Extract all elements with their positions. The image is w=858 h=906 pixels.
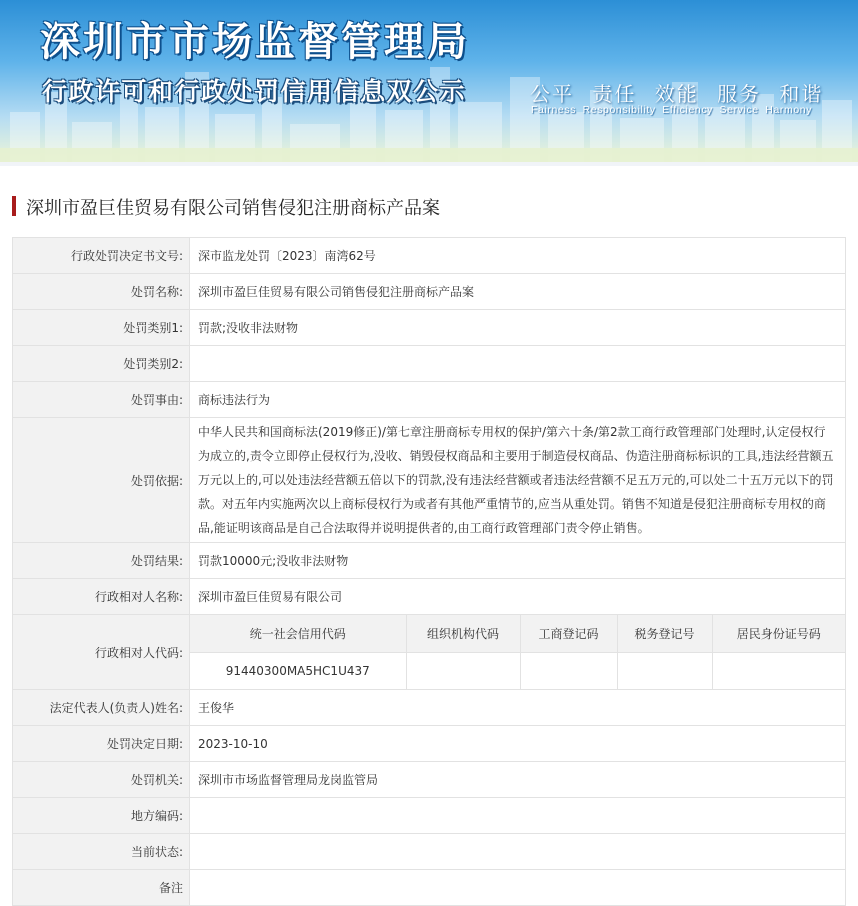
row-party-code <box>13 615 846 690</box>
value-decision-no: 深市监龙处罚〔2023〕南湾62号 <box>190 238 846 274</box>
label-category1: 处罚类别1: <box>13 310 190 346</box>
row-result <box>13 543 846 579</box>
party-code-value-row <box>190 652 845 689</box>
value-authority: 深圳市市场监督管理局龙岗监管局 <box>190 762 846 798</box>
label-category2: 处罚类别2: <box>13 346 190 382</box>
value-party-name: 深圳市盈巨佳贸易有限公司 <box>190 579 846 615</box>
value-legal-rep: 王俊华 <box>190 690 846 726</box>
value-penalty-name: 深圳市盈巨佳贸易有限公司销售侵犯注册商标产品案 <box>190 274 846 310</box>
row-category2 <box>13 346 846 382</box>
value-category2 <box>190 346 846 382</box>
label-party-code: 行政相对人代码: <box>13 615 190 690</box>
party-code-table <box>190 615 845 689</box>
label-decision-no: 行政处罚决定书文号: <box>13 238 190 274</box>
header-credit-code: 统一社会信用代码 <box>190 615 406 652</box>
value-result: 罚款10000元;没收非法财物 <box>190 543 846 579</box>
row-authority <box>13 762 846 798</box>
value-remarks <box>190 870 846 906</box>
party-code-header-row <box>190 615 845 652</box>
value-id-card-no <box>712 652 845 689</box>
value-reason: 商标违法行为 <box>190 382 846 418</box>
label-result: 处罚结果: <box>13 543 190 579</box>
row-reason <box>13 382 846 418</box>
label-legal-rep: 法定代表人(负责人)姓名: <box>13 690 190 726</box>
label-decision-date: 处罚决定日期: <box>13 726 190 762</box>
banner-subtitle: 行政许可和行政处罚信用信息双公示 <box>42 77 467 106</box>
value-local-code <box>190 798 846 834</box>
value-status <box>190 834 846 870</box>
party-code-cell <box>190 615 846 690</box>
title-accent-bar <box>12 196 16 216</box>
label-penalty-name: 处罚名称: <box>13 274 190 310</box>
label-reason: 处罚事由: <box>13 382 190 418</box>
banner-slogan-en: Fairness Responsibility Efficiency Service Harmony <box>531 104 813 116</box>
penalty-info-table <box>12 237 846 906</box>
value-category1: 罚款;没收非法财物 <box>190 310 846 346</box>
header-business-reg-code: 工商登记码 <box>520 615 617 652</box>
header-org-code: 组织机构代码 <box>406 615 520 652</box>
label-local-code: 地方编码: <box>13 798 190 834</box>
row-category1 <box>13 310 846 346</box>
row-decision-date <box>13 726 846 762</box>
row-party-name <box>13 579 846 615</box>
case-header <box>0 162 858 232</box>
banner-title: 深圳市市场监督管理局 <box>40 19 470 65</box>
row-local-code <box>13 798 846 834</box>
header-tax-reg-no: 税务登记号 <box>617 615 712 652</box>
header-id-card-no: 居民身份证号码 <box>712 615 845 652</box>
value-basis: 中华人民共和国商标法(2019修正)/第七章注册商标专用权的保护/第六十条/第2款工商行政管理部门处理时,认定侵权行为成立的,责令立即停止侵权行为,没收、销毁侵权商品和主要用于制造侵权商品、伪造注册商标标识的工具,违法经营额五万元以上的,可以处违法经营额五倍以下的罚款,没有违法经营额或者违法经营额不足五万元的,可以处二十五万元以下的罚款。对五年内实施两次以上商标侵权行为或者有其他严重情节的,应当从重处罚。销售不知道是侵犯注册商标专用权的商品,能证明该商品是自己合法取得并说明提供者的,由工商行政管理部门责令停止销售。 <box>190 418 846 543</box>
label-authority: 处罚机关: <box>13 762 190 798</box>
row-basis <box>13 418 846 543</box>
row-status <box>13 834 846 870</box>
value-decision-date: 2023-10-10 <box>190 726 846 762</box>
label-remarks: 备注 <box>13 870 190 906</box>
label-party-name: 行政相对人名称: <box>13 579 190 615</box>
site-banner <box>0 0 858 162</box>
row-penalty-name <box>13 274 846 310</box>
value-credit-code: 91440300MA5HC1U437 <box>190 652 406 689</box>
value-business-reg-code <box>520 652 617 689</box>
value-org-code <box>406 652 520 689</box>
row-legal-rep <box>13 690 846 726</box>
label-basis: 处罚依据: <box>13 418 190 543</box>
value-tax-reg-no <box>617 652 712 689</box>
banner-slogan-cn: 公平 责任 效能 服务 和谐 <box>530 82 824 106</box>
row-remarks <box>13 870 846 906</box>
row-decision-no <box>13 238 846 274</box>
case-title: 深圳市盈巨佳贸易有限公司销售侵犯注册商标产品案 <box>26 198 440 219</box>
label-status: 当前状态: <box>13 834 190 870</box>
